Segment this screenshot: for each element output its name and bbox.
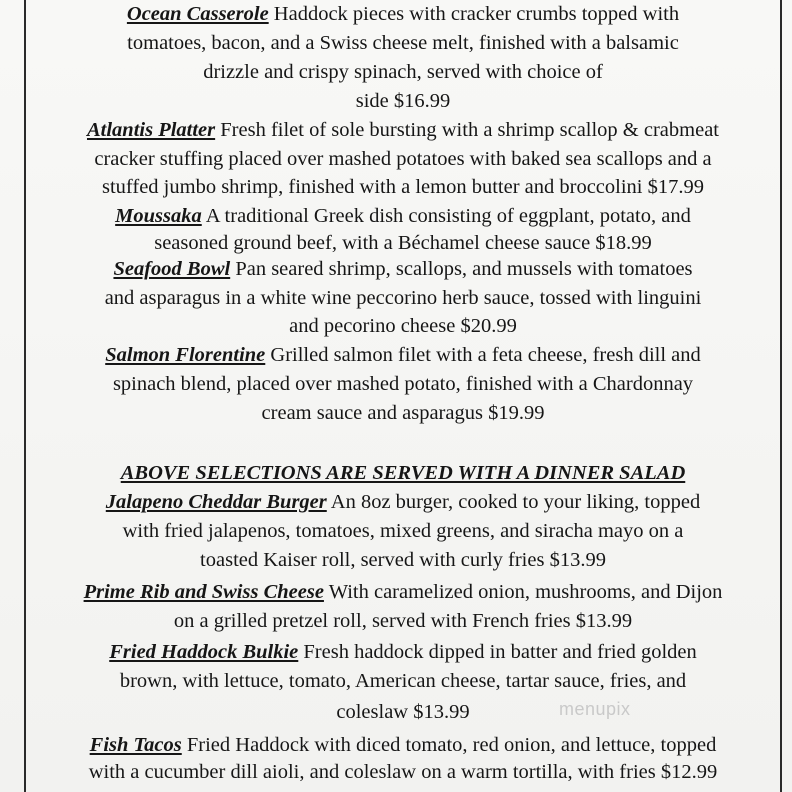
watermark-logo: menupix xyxy=(559,699,631,719)
item-description: Haddock pieces with cracker crumbs topped with xyxy=(268,3,680,25)
menu-item-fried-haddock-bulkie xyxy=(30,640,776,664)
item-description: stuffed jumbo shrimp, finished with a lemon butter and broccolini $17.99 xyxy=(102,176,704,198)
item-description: and asparagus in a white wine peccorino herb sauce, tossed with linguini xyxy=(104,287,702,309)
item-description: Fresh haddock dipped in batter and fried golden xyxy=(298,641,697,663)
item-name: Salmon Florentine xyxy=(105,344,266,366)
menu-item-jalapeno-cheddar-burger xyxy=(30,490,776,514)
item-description: Fried Haddock with diced tomato, red onion, and lettuce, topped xyxy=(181,734,717,756)
item-description: on a grilled pretzel roll, served with French fries $13.99 xyxy=(173,610,633,632)
section-heading: ABOVE SELECTIONS ARE SERVED WITH A DINNER SALAD xyxy=(120,462,686,484)
page-border-left xyxy=(24,0,26,792)
item-description: Grilled salmon filet with a feta cheese, fresh dill and xyxy=(265,344,701,366)
item-name: Jalapeno Cheddar Burger xyxy=(105,491,327,513)
item-description: A traditional Greek dish consisting of eggplant, potato, and xyxy=(201,205,691,227)
item-description: Pan seared shrimp, scallops, and mussels with tomatoes xyxy=(230,258,693,280)
item-description: drizzle and crispy spinach, served with choice of xyxy=(203,61,603,83)
item-name: Prime Rib and Swiss Cheese xyxy=(83,581,324,603)
item-description: tomatoes, bacon, and a Swiss cheese melt, finished with a balsamic xyxy=(127,32,679,54)
item-description: With caramelized onion, mushrooms, and Dijon xyxy=(323,581,723,603)
item-description: side $16.99 xyxy=(355,90,451,112)
item-description: with a cucumber dill aioli, and coleslaw on a warm tortilla, with fries $12.99 xyxy=(88,761,718,783)
item-description: and pecorino cheese $20.99 xyxy=(289,315,517,337)
item-description: cracker stuffing placed over mashed potatoes with baked sea scallops and a xyxy=(94,148,712,170)
menu-item-prime-rib-and-swiss-cheese xyxy=(30,580,776,604)
item-description: spinach blend, placed over mashed potato, finished with a Chardonnay xyxy=(112,373,694,395)
item-description: cream sauce and asparagus $19.99 xyxy=(261,402,545,424)
item-description: brown, with lettuce, tomato, American cheese, tartar sauce, fries, and xyxy=(119,670,687,692)
item-name: Fried Haddock Bulkie xyxy=(109,641,299,663)
item-name: Moussaka xyxy=(115,205,202,227)
menu-item-seafood-bowl xyxy=(30,257,776,281)
item-name: Ocean Casserole xyxy=(126,3,269,25)
page-border-right xyxy=(780,0,782,792)
item-description: An 8oz burger, cooked to your liking, topped xyxy=(326,491,701,513)
item-description: coleslaw $13.99 xyxy=(336,701,470,723)
item-description: seasoned ground beef, with a Béchamel cheese sauce $18.99 xyxy=(154,232,652,254)
menu-item-atlantis-platter xyxy=(30,118,776,142)
menu-item-moussaka xyxy=(30,204,776,228)
menu-item-fish-tacos xyxy=(30,733,776,757)
item-description: with fried jalapenos, tomatoes, mixed greens, and siracha mayo on a xyxy=(122,520,684,542)
item-description: toasted Kaiser roll, served with curly fries $13.99 xyxy=(200,549,606,571)
item-name: Atlantis Platter xyxy=(86,119,216,141)
item-name: Seafood Bowl xyxy=(113,258,231,280)
item-description: Fresh filet of sole bursting with a shrimp scallop & crabmeat xyxy=(215,119,719,141)
menu-item-ocean-casserole xyxy=(30,2,776,26)
item-name: Fish Tacos xyxy=(89,734,182,756)
menu-item-salmon-florentine xyxy=(30,343,776,367)
